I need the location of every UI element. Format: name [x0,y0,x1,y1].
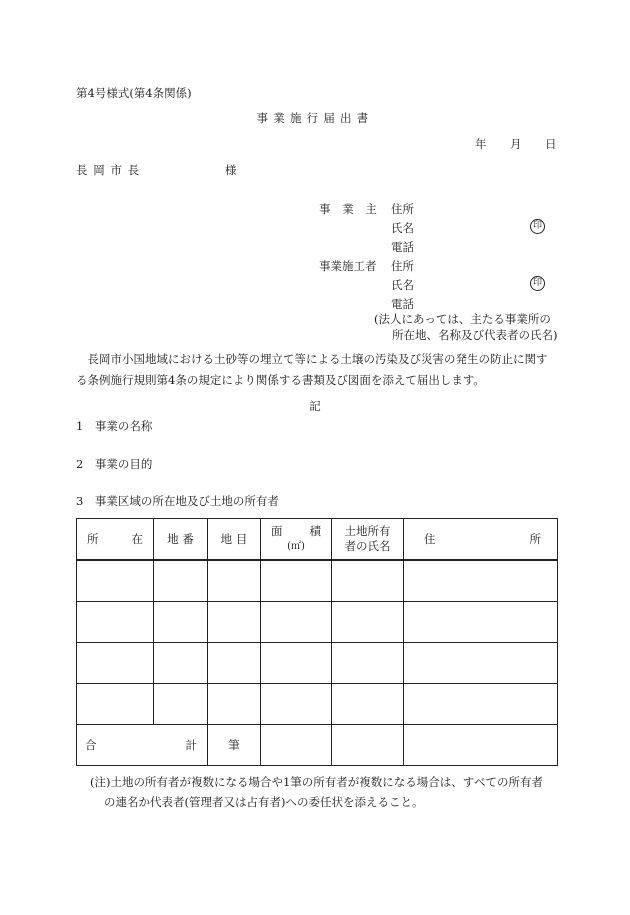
total-owner-cell[interactable] [332,725,404,766]
item-business-name: 1 事業の名称 [76,419,153,433]
table-cell[interactable] [77,643,154,684]
table-cell[interactable] [154,643,208,684]
table-cell[interactable] [208,602,261,643]
table-cell[interactable] [154,560,208,602]
seal-mark-2: 印 [530,276,545,291]
total-label: 合 計 [77,725,208,766]
table-cell[interactable] [261,560,332,602]
table-cell[interactable] [154,684,208,725]
header-owner-name: 土地所有 者の氏名 [332,519,404,561]
table-cell[interactable] [404,643,558,684]
table-row [77,684,558,725]
business-owner-phone-label: 電話 [391,240,414,254]
date-year: 年 [475,137,487,151]
header-land-category: 地 目 [208,519,261,561]
table-cell[interactable] [154,602,208,643]
date-month: 月 [510,137,522,151]
table-cell[interactable] [332,602,404,643]
corporate-note-line2: 所在地、名称及び代表者の氏名) [392,328,558,342]
table-cell[interactable] [77,602,154,643]
table-cell[interactable] [77,560,154,602]
addressee-name: 長岡市長 [76,163,145,177]
contractor-role: 事業施工者 [319,259,377,273]
header-lot-number: 地 番 [154,519,208,561]
table-total-row [77,725,558,766]
date-day: 日 [545,137,557,151]
business-owner-address-label: 住所 [391,202,414,216]
table-cell[interactable] [208,643,261,684]
table-cell[interactable] [404,602,558,643]
table-cell[interactable] [404,560,558,602]
note-line1: (注)土地の所有者が複数になる場合や1筆の所有者が複数になる場合は、すべての所有者 [90,775,544,789]
note-line2: の連名か代表者(管理者又は占有者)への委任状を添えること。 [104,795,424,809]
total-unit: 筆 [208,725,261,766]
table-cell[interactable] [404,684,558,725]
business-owner-name-label: 氏名 [391,221,414,235]
table-cell[interactable] [332,643,404,684]
header-location: 所 在 [77,519,154,561]
table-cell[interactable] [208,560,261,602]
table-header-row [77,519,558,561]
corporate-note-line1: (法人にあっては、主たる事業所の [374,312,551,326]
contractor-phone-label: 電話 [391,297,414,311]
seal-mark-1: 印 [530,219,545,234]
addressee-honorific: 様 [225,163,237,177]
table-cell[interactable] [77,684,154,725]
total-area-cell[interactable] [261,725,332,766]
table-cell[interactable] [208,684,261,725]
table-row [77,643,558,684]
contractor-name-label: 氏名 [391,278,414,292]
page-title: 事業施行届出書 [256,111,374,125]
body-text: 長岡市小国地域における土砂等の埋立て等による土壌の汚染及び災害の発生の防止に関する条例施行規則第4条の規定により関係する書類及び図面を添えて届出します。 [76,352,548,387]
contractor-address-label: 住所 [391,259,414,273]
table-cell[interactable] [261,602,332,643]
table-cell[interactable] [332,560,404,602]
item-business-purpose: 2 事業の目的 [76,457,153,471]
item-business-area: 3 事業区域の所在地及び土地の所有者 [76,494,279,508]
header-area: 面 積 (㎡) [261,519,332,561]
ki-heading: 記 [309,399,321,413]
table-cell[interactable] [261,643,332,684]
business-owner-role: 事 業 主 [319,202,381,216]
form-number: 第4号様式(第4条関係) [76,86,192,100]
table-cell[interactable] [332,684,404,725]
table-row [77,602,558,643]
parcel-table [76,518,558,766]
header-address: 住 所 [404,519,558,561]
total-address-cell[interactable] [404,725,558,766]
table-row [77,560,558,602]
table-cell[interactable] [261,684,332,725]
